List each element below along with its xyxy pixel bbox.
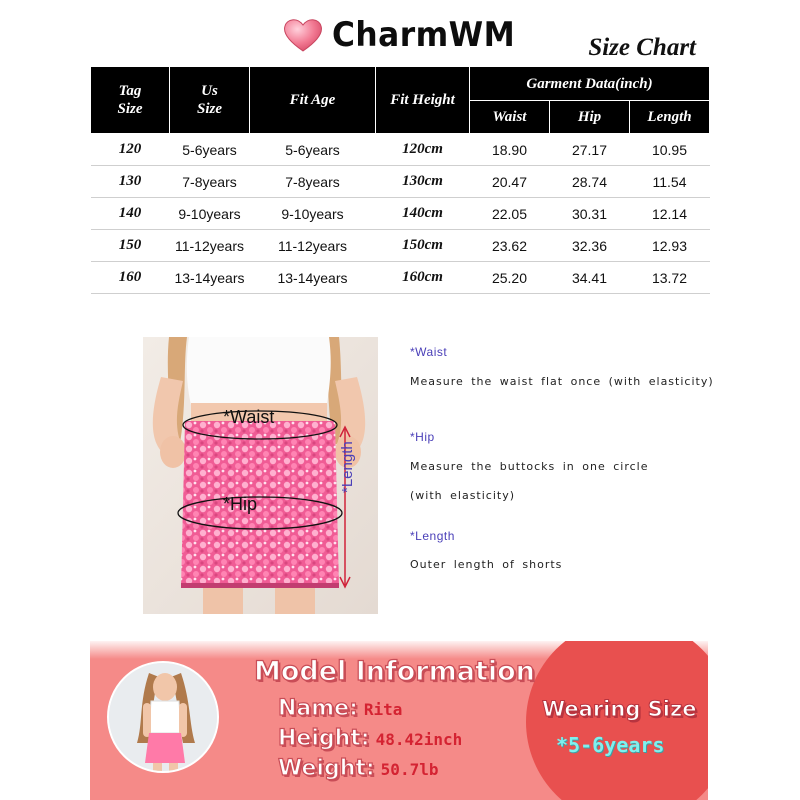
fit-height-cell: 130cm — [376, 166, 470, 198]
header-tag-size: Tag Size — [91, 67, 170, 134]
hip-cell: 34.41 — [550, 262, 630, 294]
fit-height-cell: 160cm — [376, 262, 470, 294]
tag-size-cell: 160 — [91, 262, 170, 294]
photo-hip-label: *Hip — [223, 494, 258, 514]
model-info-banner — [90, 641, 708, 800]
table-row — [91, 166, 710, 198]
model-weight-row — [278, 756, 438, 781]
tag-size-cell: 140 — [91, 198, 170, 230]
wearing-size-value: *5-6years — [556, 733, 665, 757]
model-weight-value: 50.7lb — [380, 760, 439, 779]
tag-size-cell: 130 — [91, 166, 170, 198]
model-height-row — [278, 726, 462, 751]
us-size-cell: 7-8years — [170, 166, 250, 198]
waist-cell: 23.62 — [470, 230, 550, 262]
table-row — [91, 262, 710, 294]
photo-waist-label: *Waist — [223, 407, 275, 427]
fit-age-cell: 5-6years — [250, 134, 376, 166]
tag-size-cell: 120 — [91, 134, 170, 166]
length-instruction-text: Outer length of shorts — [410, 558, 563, 571]
us-size-cell: 5-6years — [170, 134, 250, 166]
measurement-photo — [143, 337, 378, 614]
table-row — [91, 134, 710, 166]
us-size-cell: 11-12years — [170, 230, 250, 262]
length-cell: 12.14 — [630, 198, 710, 230]
photo-length-label: *Length — [339, 441, 356, 493]
hip-cell: 32.36 — [550, 230, 630, 262]
model-name-value: Rita — [363, 700, 403, 719]
length-cell: 12.93 — [630, 230, 710, 262]
fit-height-cell: 120cm — [376, 134, 470, 166]
waist-instruction-text: Measure the waist flat once (with elasticity) — [410, 375, 714, 388]
model-info-heading: Model Information — [254, 656, 535, 687]
fit-age-cell: 11-12years — [250, 230, 376, 262]
header-hip: Hip — [550, 101, 630, 134]
waist-cell: 18.90 — [470, 134, 550, 166]
model-height-label: Height: — [278, 726, 370, 751]
wearing-size-label: Wearing Size — [542, 697, 697, 721]
length-cell: 11.54 — [630, 166, 710, 198]
fit-age-cell: 7-8years — [250, 166, 376, 198]
us-size-cell: 9-10years — [170, 198, 250, 230]
size-table — [90, 66, 710, 294]
length-instruction-title: *Length — [410, 529, 455, 543]
hip-cell: 30.31 — [550, 198, 630, 230]
length-cell: 13.72 — [630, 262, 710, 294]
waist-cell: 22.05 — [470, 198, 550, 230]
fit-age-cell: 13-14years — [250, 262, 376, 294]
size-chart-title: Size Chart — [588, 34, 696, 61]
waist-instruction-title: *Waist — [410, 345, 448, 359]
hip-cell: 28.74 — [550, 166, 630, 198]
model-name-row — [278, 696, 402, 721]
table-row — [91, 198, 710, 230]
header-garment-data: Garment Data(inch) — [470, 67, 710, 101]
table-row — [91, 230, 710, 262]
brand-name: CharmWM — [332, 15, 516, 55]
fit-height-cell: 150cm — [376, 230, 470, 262]
us-size-cell: 13-14years — [170, 262, 250, 294]
brand-logo — [282, 10, 531, 60]
model-weight-label: Weight: — [278, 756, 375, 781]
fit-age-cell: 9-10years — [250, 198, 376, 230]
waist-cell: 25.20 — [470, 262, 550, 294]
model-avatar — [107, 661, 219, 773]
fit-height-cell: 140cm — [376, 198, 470, 230]
header-fit-age: Fit Age — [250, 67, 376, 134]
header-waist: Waist — [470, 101, 550, 134]
hip-cell: 27.17 — [550, 134, 630, 166]
model-height-value: 48.42inch — [375, 730, 463, 749]
length-cell: 10.95 — [630, 134, 710, 166]
tag-size-cell: 150 — [91, 230, 170, 262]
header-length: Length — [630, 101, 710, 134]
header-us-size: Us Size — [170, 67, 250, 134]
model-name-label: Name: — [278, 696, 358, 721]
header-fit-height: Fit Height — [376, 67, 470, 134]
hip-instruction-text-2: (with elasticity) — [410, 489, 516, 502]
hip-instruction-title: *Hip — [410, 430, 435, 444]
heart-icon — [282, 16, 324, 54]
waist-cell: 20.47 — [470, 166, 550, 198]
hip-instruction-text: Measure the buttocks in one circle — [410, 460, 649, 473]
